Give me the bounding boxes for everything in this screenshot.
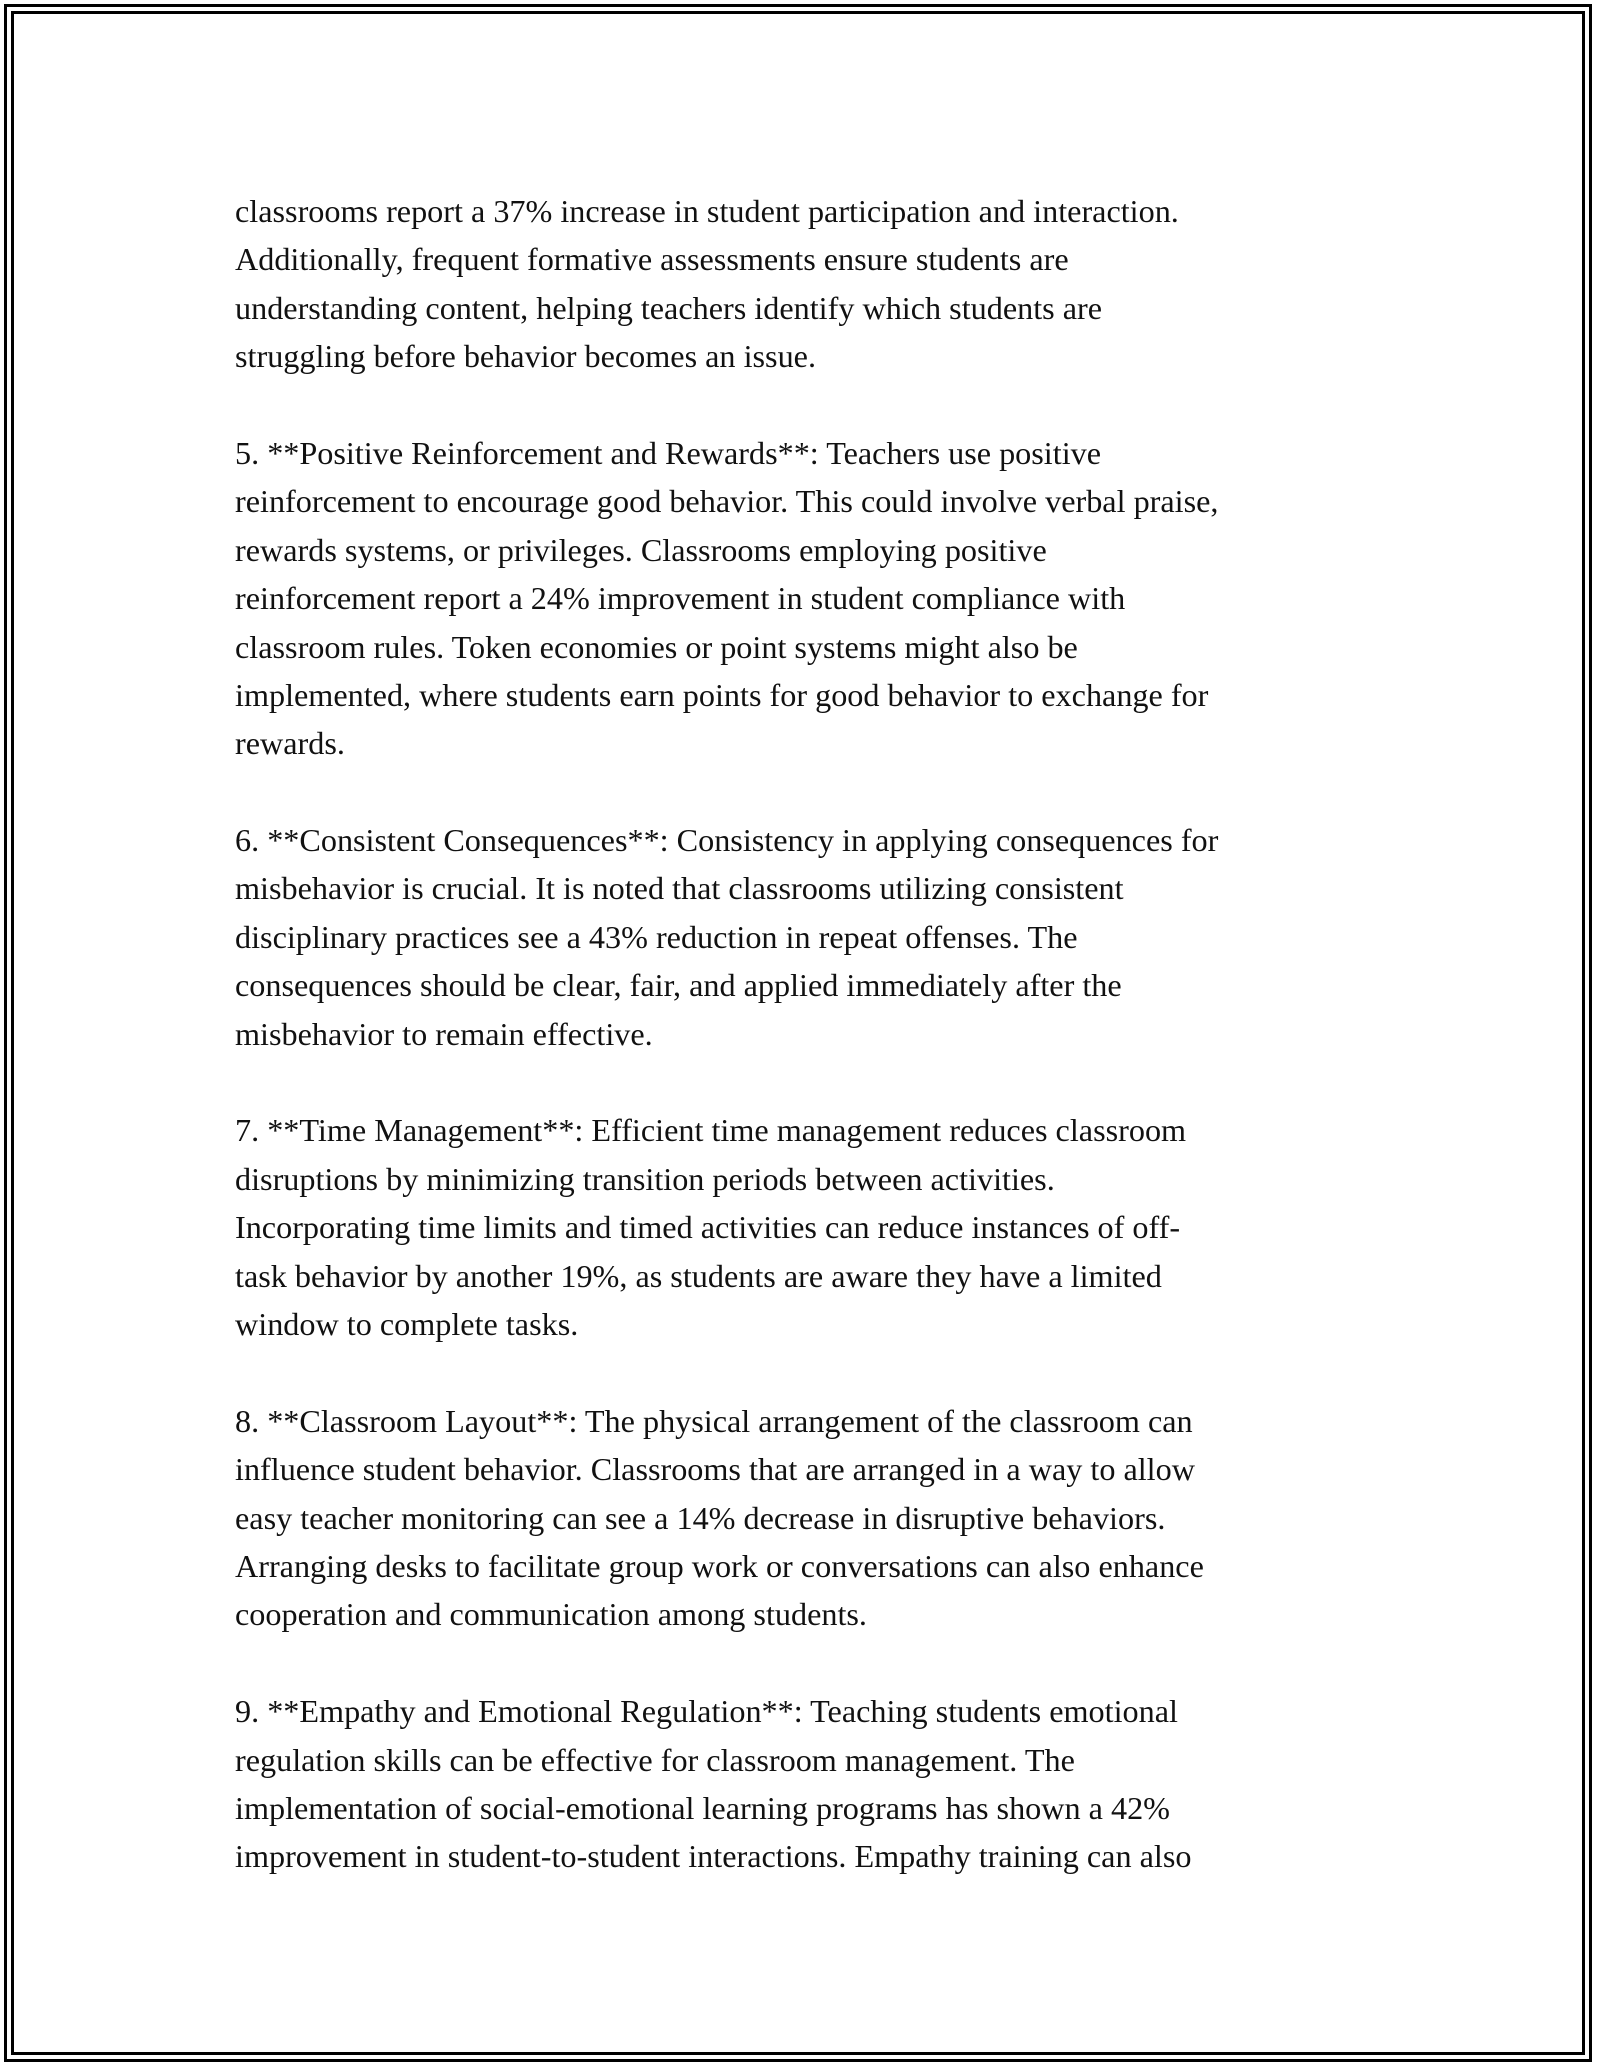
text-line: implementation of social-emotional learning programs has shown a 42%: [235, 1789, 1170, 1826]
paragraph-positive-reinforcement: [235, 429, 1380, 768]
text-line: disciplinary practices see a 43% reduction in repeat offenses. The: [235, 918, 1078, 955]
paragraph-continuation: [235, 187, 1380, 381]
paragraph-gap: [235, 768, 1380, 816]
text-line: Additionally, frequent formative assessments ensure students are: [235, 241, 1069, 278]
paragraph-empathy-emotional-regulation: [235, 1687, 1380, 1881]
text-line: rewards.: [235, 725, 345, 762]
text-line: reinforcement report a 24% improvement in student compliance with: [235, 580, 1126, 617]
text-line: consequences should be clear, fair, and applied immediately after the: [235, 967, 1122, 1004]
text-line: Incorporating time limits and timed activities can reduce instances of off-: [235, 1209, 1181, 1246]
text-line: task behavior by another 19%, as students are aware they have a limited: [235, 1257, 1162, 1294]
text-line: easy teacher monitoring can see a 14% decrease in disruptive behaviors.: [235, 1499, 1166, 1536]
text-line: misbehavior is crucial. It is noted that classrooms utilizing consistent: [235, 870, 1124, 907]
text-line: 7. **Time Management**: Efficient time management reduces classroom: [235, 1112, 1187, 1149]
paragraph-gap: [235, 1348, 1380, 1396]
text-line: rewards systems, or privileges. Classrooms employing positive: [235, 531, 1047, 568]
text-line: Arranging desks to facilitate group work or conversations can also enhance: [235, 1547, 1204, 1584]
text-line: 8. **Classroom Layout**: The physical arrangement of the classroom can: [235, 1402, 1193, 1439]
text-line: reinforcement to encourage good behavior. This could involve verbal praise,: [235, 483, 1219, 520]
paragraph-classroom-layout: [235, 1397, 1380, 1639]
document-body: [235, 187, 1380, 1881]
text-line: misbehavior to remain effective.: [235, 1015, 653, 1052]
text-line: 6. **Consistent Consequences**: Consistency in applying consequences for: [235, 822, 1219, 859]
text-line: influence student behavior. Classrooms that are arranged in a way to allow: [235, 1451, 1195, 1488]
paragraph-gap: [235, 1639, 1380, 1687]
text-line: cooperation and communication among students.: [235, 1596, 867, 1633]
paragraph-gap: [235, 381, 1380, 429]
text-line: regulation skills can be effective for classroom management. The: [235, 1741, 1075, 1778]
text-line: improvement in student-to-student interactions. Empathy training can also: [235, 1838, 1192, 1875]
text-line: classroom rules. Token economies or point systems might also be: [235, 628, 1078, 665]
paragraph-time-management: [235, 1106, 1380, 1348]
text-line: struggling before behavior becomes an issue.: [235, 338, 816, 375]
text-line: 9. **Empathy and Emotional Regulation**: Teaching students emotional: [235, 1693, 1178, 1730]
text-line: classrooms report a 37% increase in student participation and interaction.: [235, 193, 1179, 229]
paragraph-consistent-consequences: [235, 816, 1380, 1058]
text-line: window to complete tasks.: [235, 1305, 579, 1342]
text-line: 5. **Positive Reinforcement and Rewards**: Teachers use positive: [235, 434, 1102, 471]
text-line: implemented, where students earn points for good behavior to exchange for: [235, 676, 1209, 713]
text-line: understanding content, helping teachers identify which students are: [235, 289, 1103, 326]
text-line: disruptions by minimizing transition periods between activities.: [235, 1160, 1055, 1197]
paragraph-gap: [235, 1058, 1380, 1106]
